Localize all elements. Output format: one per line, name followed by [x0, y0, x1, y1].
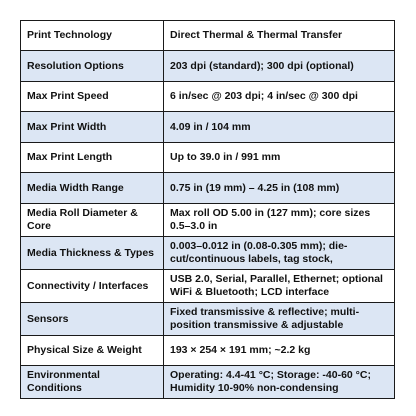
row-label: Resolution Options	[21, 51, 164, 82]
table-row	[21, 270, 395, 303]
table-row	[21, 51, 395, 82]
row-label: Media Thickness & Types	[21, 237, 164, 270]
row-value: Up to 39.0 in / 991 mm	[164, 143, 395, 173]
row-value-text: Fixed transmissive & reflective; multi-position transmissive & adjustable	[170, 306, 360, 331]
row-label: Environmental Conditions	[21, 366, 164, 399]
row-label: Media Width Range	[21, 173, 164, 204]
row-value-text: Max roll OD 5.00 in (127 mm); core sizes 0.5–3.0 in	[170, 207, 371, 232]
row-label: Print Technology	[21, 21, 164, 51]
row-value	[164, 366, 395, 399]
row-value	[164, 204, 395, 237]
table-row	[21, 173, 395, 204]
row-label: Media Roll Diameter & Core	[21, 204, 164, 237]
row-label: Max Print Speed	[21, 82, 164, 112]
table-row	[21, 143, 395, 173]
row-value-text: Operating: 4.4-41 °C; Storage: -40-60 °C; Humidity 10-90% non-condensing	[170, 369, 371, 394]
row-value-text: 0.003–0.012 in (0.08-0.305 mm); die-cut/continuous labels, tag stock,	[170, 240, 348, 265]
table-row	[21, 82, 395, 112]
table-row	[21, 112, 395, 143]
row-value: 193 × 254 × 191 mm; ~2.2 kg	[164, 336, 395, 366]
row-value	[164, 270, 395, 303]
row-value	[164, 303, 395, 336]
row-value-text: USB 2.0, Serial, Parallel, Ethernet; optional WiFi & Bluetooth; LCD interface	[170, 273, 383, 298]
row-value: 6 in/sec @ 203 dpi; 4 in/sec @ 300 dpi	[164, 82, 395, 112]
table-row	[21, 204, 395, 237]
table-row	[21, 303, 395, 336]
row-value: Direct Thermal & Thermal Transfer	[164, 21, 395, 51]
spec-table	[20, 20, 395, 399]
table-row	[21, 237, 395, 270]
row-label: Connectivity / Interfaces	[21, 270, 164, 303]
row-label: Physical Size & Weight	[21, 336, 164, 366]
row-value: 203 dpi (standard); 300 dpi (optional)	[164, 51, 395, 82]
row-value: 0.75 in (19 mm) – 4.25 in (108 mm)	[164, 173, 395, 204]
row-label: Sensors	[21, 303, 164, 336]
row-label: Max Print Width	[21, 112, 164, 143]
row-value: 4.09 in / 104 mm	[164, 112, 395, 143]
row-label: Max Print Length	[21, 143, 164, 173]
table-row	[21, 336, 395, 366]
table-row	[21, 366, 395, 399]
table-row	[21, 21, 395, 51]
spec-sheet	[20, 20, 394, 398]
row-value	[164, 237, 395, 270]
